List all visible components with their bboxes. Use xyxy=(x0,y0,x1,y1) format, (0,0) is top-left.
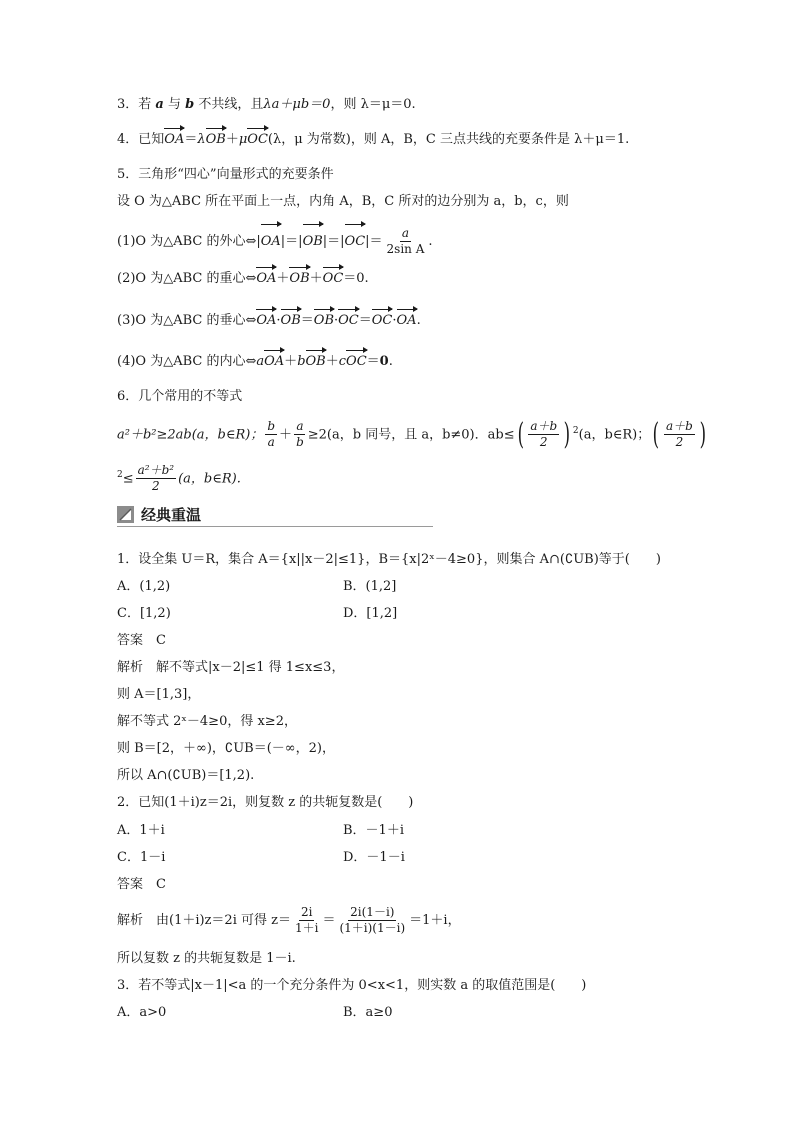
q2-fraction-1: $\frac{2i}{1+i}$ xyxy=(294,905,319,935)
question-1-stem: 1．设全集 U＝R，集合 A＝{x||x－2|≤1}，B＝{x|2ˣ－4≥0}，则集合 A∩(∁UB)等于( ) xyxy=(117,552,661,567)
knowledge-item-5-intro: 设 O 为△ABC 所在平面上一点，内角 A，B，C 所对的边分别为 a，b，c，则 xyxy=(117,194,569,209)
q1-analysis-line: 则 A＝[1,3]， xyxy=(117,687,201,702)
q1-option-a[interactable]: A．(1,2) xyxy=(117,579,171,594)
q1-option-c[interactable]: C．[1,2) xyxy=(117,606,171,621)
question-2-stem: 2．已知(1＋i)z＝2i，则复数 z 的共轭复数是( ) xyxy=(117,795,414,810)
paren-mean-1: ( $\frac{a+b}{2}$ ) xyxy=(517,416,571,452)
q1-analysis-line: 则 B＝[2，＋∞)，∁UB＝(－∞，2)， xyxy=(117,741,335,756)
q2-analysis-line: 解析 由(1＋i)z＝2i 可得 z＝ $\frac{2i}{1+i}$ ＝ $\frac{2i(1-i)}{(1+i)(1-i)}$ ＝1＋i， xyxy=(117,905,461,935)
section-header xyxy=(117,503,433,527)
ineq-3-tail: (a，b∈R)； xyxy=(578,427,651,443)
q3-option-b[interactable]: B．a≥0 xyxy=(343,1005,393,1020)
section-rule xyxy=(117,526,433,527)
frac-square-mean: $\frac{\text{a²＋b²}}{2}$ xyxy=(137,463,175,494)
knowledge-item-3 xyxy=(117,96,416,114)
paren-mean-2: ( $\frac{a+b}{2}$ ) xyxy=(652,416,706,452)
q1-analysis-line: 解不等式 2ˣ－4≥0，得 x≥2， xyxy=(117,714,297,729)
item4-prefix: 4．已知 xyxy=(117,132,165,147)
item3-mid: 与 xyxy=(168,97,182,112)
q2-option-c[interactable]: C．1－i xyxy=(117,850,166,865)
item3-b: b xyxy=(185,97,195,112)
q2-analysis-end: 所以复数 z 的共轭复数是 1－i. xyxy=(117,951,296,966)
item3-prefix: 3．若 xyxy=(117,97,152,112)
q1-option-b[interactable]: B．(1,2] xyxy=(343,579,397,594)
c2-label: (2)O 为△ABC 的重心⇔ xyxy=(117,271,257,286)
q2-answer: 答案 C xyxy=(117,877,166,892)
q3-option-a[interactable]: A．a>0 xyxy=(117,1005,167,1020)
knowledge-item-6-title: 6．几个常用的不等式 xyxy=(117,389,243,404)
item3-end: ，则 λ＝μ＝0. xyxy=(330,97,416,112)
center-circumcenter: (1)O 为△ABC 的外心⇔|OA|＝|OB|＝|OC|＝ $\frac{a}{\text{2sin A}}$ . xyxy=(117,226,433,256)
frac-b-over-a: $\frac{b}{a}$ xyxy=(267,419,276,450)
q1-analysis-line: 解析 解不等式|x－2|≤1 得 1≤x≤3， xyxy=(117,660,345,675)
q2-analysis-tail: ＝1＋i， xyxy=(409,913,461,928)
q2-analysis-prefix: 解析 由(1＋i)z＝2i 可得 z＝ xyxy=(117,913,291,928)
q2-fraction-2: $\frac{2i(1-i)}{(1+i)(1-i)}$ xyxy=(339,905,406,935)
item3-text: 不共线，且 xyxy=(198,97,264,112)
item3-a: a xyxy=(155,97,164,112)
c1-label: (1)O 为△ABC 的外心⇔ xyxy=(117,234,257,249)
item3-expr: λa＋μb＝0 xyxy=(263,97,331,112)
c1-fraction: $\frac{a}{\text{2sin A}}$ xyxy=(386,226,425,256)
c4-label: (4)O 为△ABC 的内心⇔ xyxy=(117,354,257,369)
knowledge-item-4: 4．已知OA＝λOB＋μOC(λ，μ 为常数)，则 A，B，C 三点共线的充要条件是 λ＋μ＝1. xyxy=(117,132,630,147)
q1-analysis-line: 所以 A∩(∁UB)＝[1,2). xyxy=(117,768,255,783)
item4-end: (λ，μ 为常数)，则 A，B，C 三点共线的充要条件是 λ＋μ＝1. xyxy=(267,132,630,147)
q2-option-d[interactable]: D．－1－i xyxy=(343,850,405,865)
q1-option-d[interactable]: D．[1,2] xyxy=(343,606,398,621)
inequalities-line-1: a²＋b²≥2ab(a，b∈R)； $\frac{b}{a}$ ＋ $\frac{a}{b}$ ≥2(a，b 同号，且 a，b≠0)．ab≤ ( $\frac{a+b}{2}$ ) $^2$(a，b∈R)； ( $\frac{a+b}{2}$ ) xyxy=(117,414,709,452)
c3-label: (3)O 为△ABC 的垂心⇔ xyxy=(117,313,257,328)
q1-answer: 答案 C xyxy=(117,633,166,648)
section-marker-icon xyxy=(117,506,134,523)
ineq-1: a²＋b²≥2ab(a，b∈R)； xyxy=(117,427,264,443)
q2-option-a[interactable]: A．1＋i xyxy=(117,823,165,838)
knowledge-item-5-title: 5．三角形“四心”向量形式的充要条件 xyxy=(117,167,334,182)
ineq-2-tail: ≥2(a，b 同号，且 a，b≠0)．ab≤ xyxy=(307,427,515,443)
section-title: 经典重温 xyxy=(141,506,202,524)
inequalities-line-2: $^2$≤ $\frac{\text{a²＋b²}}{2}$ (a，b∈R). xyxy=(117,463,241,494)
q2-option-b[interactable]: B．－1＋i xyxy=(343,823,404,838)
center-centroid: (2)O 为△ABC 的重心⇔OA＋OB＋OC＝0. xyxy=(117,271,369,286)
question-3-stem: 3．若不等式|x－1|<a 的一个充分条件为 0<x<1，则实数 a 的取值范围是( ) xyxy=(117,978,587,993)
center-orthocenter: (3)O 为△ABC 的垂心⇔OA·OB＝OB·OC＝OC·OA. xyxy=(117,313,421,328)
ineq-4-tail: (a，b∈R). xyxy=(178,471,241,487)
frac-a-over-b: $\frac{a}{b}$ xyxy=(296,419,304,450)
center-incenter: (4)O 为△ABC 的内心⇔aOA＋bOB＋cOC＝0. xyxy=(117,354,393,369)
